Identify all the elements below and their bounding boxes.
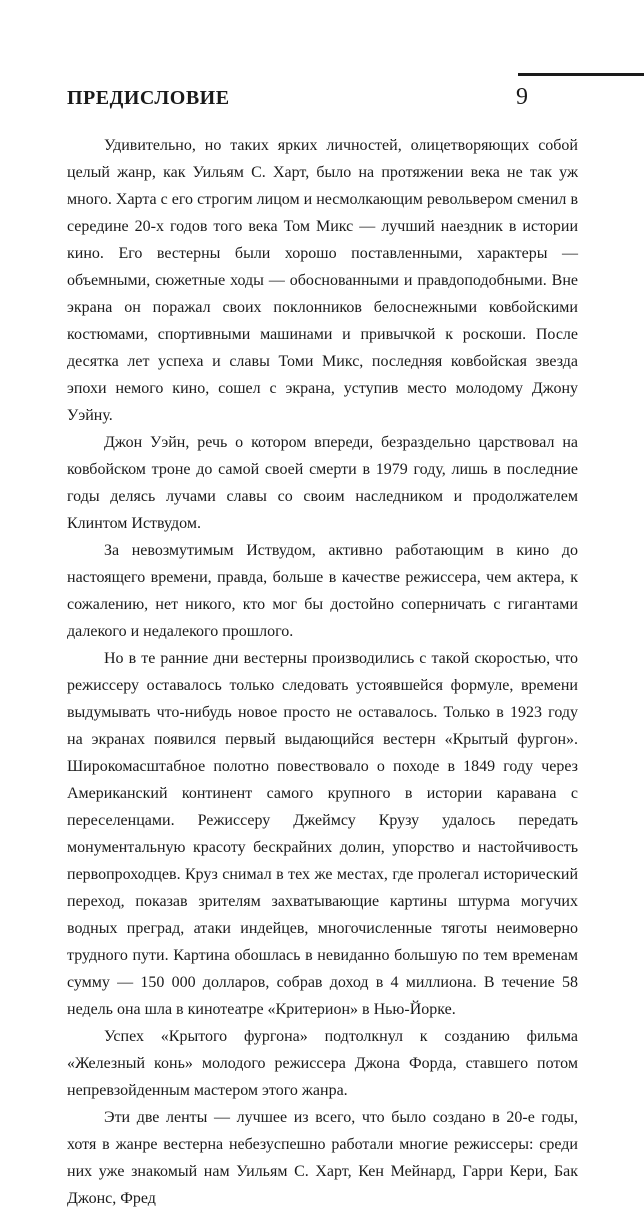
paragraph-5: Успех «Крытого фургона» подтолкнул к созданию фильма «Железный конь» молодого режиссера Джона Форда, ставшего потом непревзойденным мастером этого жанра. bbox=[67, 1028, 578, 1099]
paragraph-2: Джон Уэйн, речь о котором впереди, безраздельно царствовал на ковбойском троне до самой своей смерти в 1979 году, лишь в последние годы делясь лучами славы со своим наследником и продолжателем Клинтом Иствудом. bbox=[67, 434, 578, 532]
paragraph-4: Но в те ранние дни вестерны производились с такой скоростью, что режиссеру оставалось только следовать устоявшейся формуле, времени выдумывать что-нибудь новое просто не оставалось. Только в 1923 году на экранах появился первый выдающийся вестерн «Крытый фургон». Широкомасштабное полотно повествовало о походе в 1849 году через Американский континент самого крупного в истории каравана с переселенцами. Режиссеру Джеймсу Крузу удалось передать монументальную красоту бескрайних долин, упорство и настойчивость первопроходцев. Круз снимал в тех же местах, где пролегал исторический переход, показав зрителям захватывающие картины штурма могучих водных преград, атаки индейцев, многочисленные тяготы неимоверно трудного пути. Картина обошлась в невиданно большую по тем временам сумму — 150 000 долларов, собрав доход в 4 миллиона. В течение 58 недель она шла в кинотеатре «Критерион» в Нью-Йорке. bbox=[67, 650, 578, 1018]
page-number: 9 bbox=[516, 84, 528, 110]
header-rule bbox=[518, 73, 644, 76]
paragraph-1: Удивительно, но таких ярких личностей, олицетворяющих собой целый жанр, как Уильям С. Харт, было на протяжении века не так уж много. Харта с его строгим лицом и несмолкающим револьвером сменил в середине 20-х годов того века Том Микс — лучший наездник в истории кино. Его вестерны были хорошо поставленными, характеры — объемными, сюжетные ходы — обоснованными и правдоподобными. Вне экрана он поражал своих поклонников белоснежными ковбойскими костюмами, спортивными машинами и привычкой к роскоши. После десятка лет успеха и славы Томи Микс, последняя ковбойская звезда эпохи немого кино, сошел с экрана, уступив место молодому Джону Уэйну. bbox=[67, 137, 578, 424]
paragraph-6: Эти две ленты — лучшее из всего, что было создано в 20-е годы, хотя в жанре вестерна небезуспешно работали многие режиссеры: среди них уже знакомый нам Уильям С. Харт, Кен Мейнард, Гарри Кери, Бак Джонс, Фред bbox=[67, 1109, 578, 1207]
body-text bbox=[67, 132, 578, 1212]
running-head-title: ПРЕДИСЛОВИЕ bbox=[67, 87, 230, 109]
paragraph-3: За невозмутимым Иствудом, активно работающим в кино до настоящего времени, правда, больше в качестве режиссера, чем актера, к сожалению, нет никого, кто мог бы достойно соперничать с гигантами далекого и недалекого прошлого. bbox=[67, 542, 578, 640]
